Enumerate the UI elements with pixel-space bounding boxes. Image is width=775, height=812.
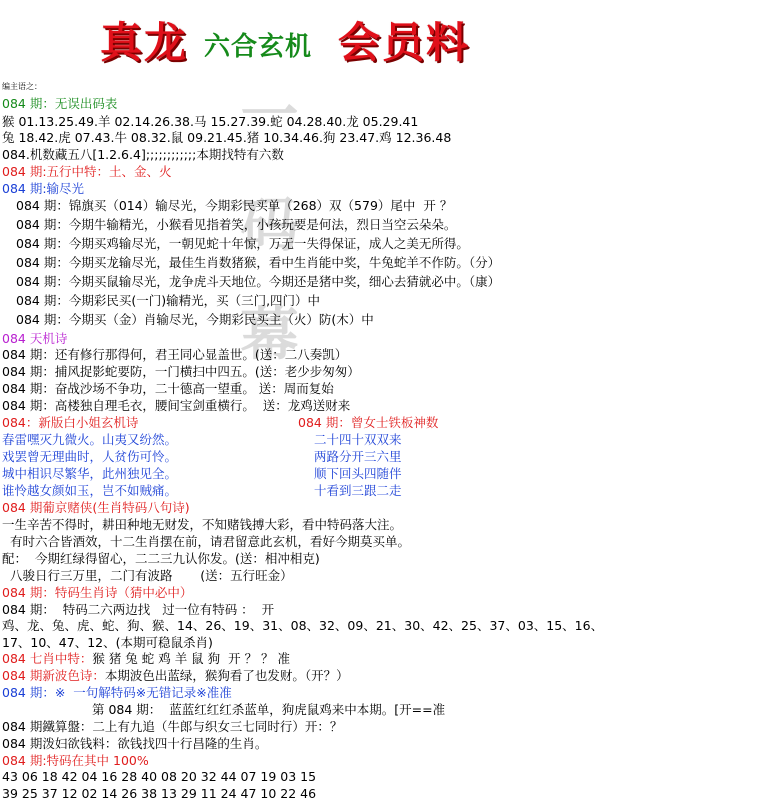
sec5-left-line: 城中相识尽繁华，此州独见全。 [2, 466, 178, 481]
sec5-left-title: 084：新版白小姐玄机诗 [2, 415, 139, 430]
sec11-value: 二上有九追（牛郎与织女三七同时行）开：？ [92, 719, 343, 734]
sec7-line2: 鸡、龙、兔、虎、蛇、狗、猴、14、26、19、31、08、32、09、21、30、42、25、37、03、15、16、 [2, 618, 604, 633]
sec1-row1: 猴 01.13.25.49.羊 02.14.26.38.马 15.27.39.蛇 04.28.40.龙 05.29.41 [2, 114, 419, 129]
sec10-title: 084 期：※ 一句解特码※无错记录※准准 [2, 685, 232, 700]
sec6-title: 084 期葡京赌侠(生肖特码八句诗) [2, 500, 190, 515]
sec5-left-line: 谁怜越女颜如玉，岂不如贼痛。 [2, 483, 178, 498]
sec4-title: 084 天机诗 [2, 331, 68, 346]
sec8-value: 猴 猪 兔 蛇 鸡 羊 鼠 狗 开 ？ ？ 准 [92, 651, 291, 666]
sec8-row [2, 650, 290, 668]
sec7-line1: 084 期： 特码二六两边找 过一位有特码 ： 开 [2, 602, 275, 617]
sec11-row [2, 718, 342, 736]
sec4-line: 084 期：高楼独自理毛衣，腰间宝剑重横行。 送：龙鸡送财来 [2, 398, 351, 413]
sec2-title: 084 期:五行中特：土、金、火 [2, 164, 172, 179]
sec6-line: 配： 今期红绿得留心，二二三九认你发。(送：相冲相克) [2, 551, 320, 566]
sec11-label: 084 期鐵算盤： [2, 719, 93, 734]
sec3-line: 084 期：今期彩民买(一门)输精光，买（三门,四门）中 [16, 293, 321, 308]
sec9-value: 本期波色出蓝绿，猴狗看了也发财。（开？） [104, 668, 349, 683]
sec5-right-title: 084 期：曾女士铁板神数 [298, 415, 439, 430]
sec1-row2: 兔 18.42.虎 07.43.牛 08.32.鼠 09.21.45.猪 10.34.46.狗 23.47.鸡 12.36.48 [2, 130, 452, 145]
banner-title-part2: 六合玄机 [204, 32, 313, 62]
sec13-title: 084 期:特码在其中 100% [2, 753, 149, 768]
sec9-label: 084 期新波色诗： [2, 668, 105, 683]
sec7-title: 084 期：特码生肖诗（猜中必中） [2, 585, 193, 600]
sec10-line: 第 084 期： 蓝蓝红红红杀蓝单，狗虎鼠鸡来中本期。[开==准 [92, 702, 446, 717]
sec5-left-line: 戏罢曾无理曲时，人贫伤可怜。 [2, 449, 178, 464]
sec13-row1: 43 06 18 42 04 16 28 40 08 20 32 44 07 19 03 15 [2, 769, 317, 784]
sec5-left-line: 春雷嘿灭九微火。山夷又纷然。 [2, 432, 178, 447]
sec3-line: 084 期：今期买鸡输尽光，一朝见蛇十年惊，万无一失得保证，成人之美无所得。 [16, 236, 469, 251]
watermark: 一码幕 [240, 81, 299, 369]
sec7-line3: 17、10、47、12、(本期可稳鼠杀肖) [2, 635, 213, 650]
sec6-line: 一生辛苦不得时，耕田种地无财发，不知赌钱搏大彩，看中特码落大注。 [2, 517, 403, 532]
sec3-line: 084 期：今期牛输精光，小猴看见指着笑，小孩玩要是何法，烈日当空云朵朵。 [16, 217, 457, 232]
sec1-row3: 084.机数藏五八[1.2.6.4];;;;;;;;;;;;本期找特有六数 [2, 147, 284, 162]
sec3-line: 084 期：今期买（金）肖输尽光，今期彩民买主（火）防(木）中 [16, 312, 374, 327]
banner-title-part1: 真龙 [100, 18, 189, 67]
sec5-right-line: 十看到三跟二走 [314, 483, 402, 498]
sec8-label: 084 七肖中特： [2, 651, 93, 666]
sec5-right-line: 顺下回头四随伴 [314, 466, 402, 481]
sec3-line: 084 期：锦旗买（014）输尽光，今期彩民买单（268）双（579）尾中 开 ？ [16, 198, 453, 213]
header-note: 编主语之： [2, 82, 42, 91]
sec6-line: 八骏日行三万里，二门有波路 (送：五行旺金） [2, 568, 293, 583]
sec9-row [2, 667, 349, 685]
sec5-right-line: 二十四十双双来 [314, 432, 402, 447]
sec4-line: 084 期：捕风捉影蛇要防，一门横扫中四五。(送：老少步匆匆） [2, 364, 360, 379]
sec3-line: 084 期：今期买鼠输尽光，龙争虎斗天地位。今期还是猪中奖，细心去猜就必中。（康） [16, 274, 501, 289]
sec5-right-line: 两路分开三六里 [314, 449, 402, 464]
sec4-line: 084 期：奋战沙场不争功，二十德高一望重。 送：周而复始 [2, 381, 334, 396]
sec3-title: 084 期:输尽光 [2, 181, 85, 196]
banner [100, 8, 500, 68]
sec1-title: 084 期：无误出码表 [2, 96, 118, 111]
sec13-row2: 39 25 37 12 02 14 26 38 13 29 11 24 47 10 22 46 [2, 786, 317, 801]
sec12-text: 084 期泼妇欲钱料：欲钱找四十行昌隆的生肖。 [2, 736, 268, 751]
banner-title-part3: 会员料 [338, 18, 471, 67]
sec4-line: 084 期：还有修行那得何，君王同心显盖世。(送：二八奏凯） [2, 347, 348, 362]
sec3-line: 084 期：今期买龙输尽光，最佳生肖数猪猴，看中生肖能中奖，牛兔蛇羊不作防。（分） [16, 255, 501, 270]
sec6-line: 有时六合皆酒效，十二生肖摆在前，请君留意此玄机，看好今期莫买单。 [2, 534, 410, 549]
